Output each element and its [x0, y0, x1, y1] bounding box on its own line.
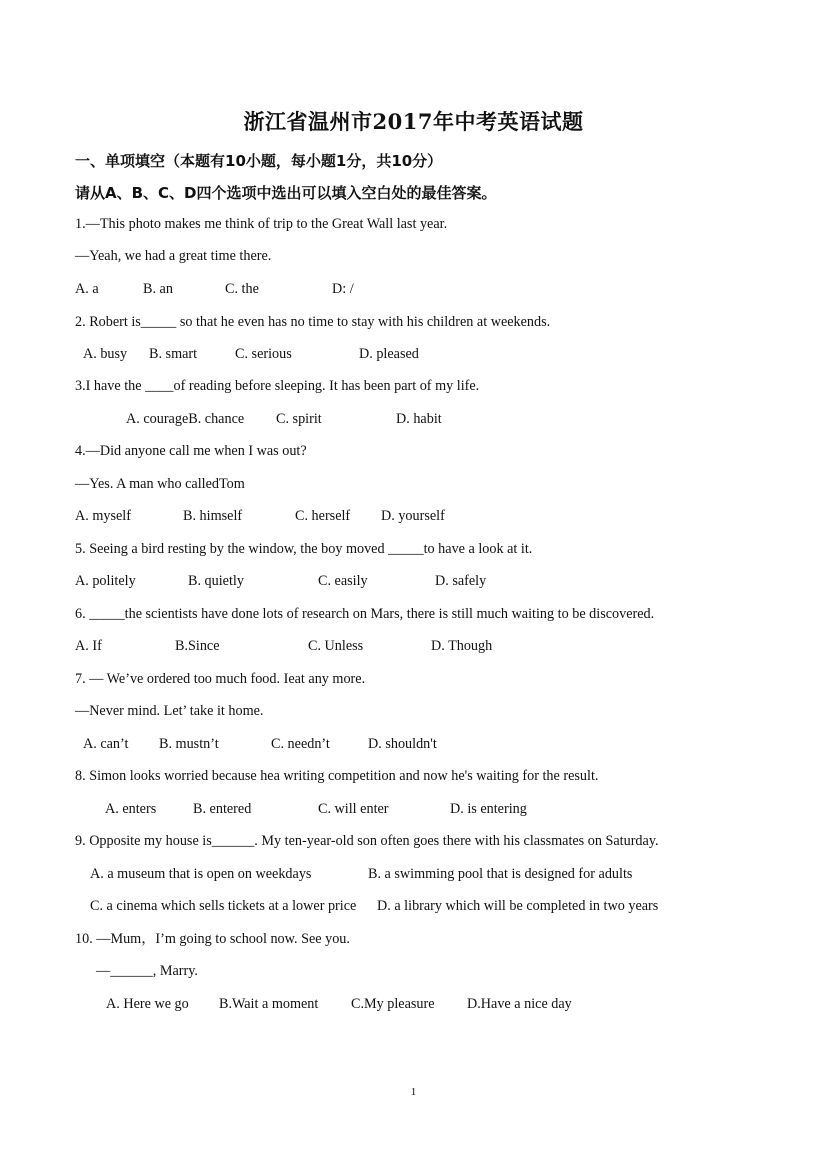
option-c: C. a cinema which sells tickets at a lower price [90, 898, 357, 914]
question-7-stem-1: 7. — We’ve ordered too much food. Ieat any more. [75, 671, 366, 687]
option-c: C. easily [318, 573, 368, 589]
option-d: D. habit [396, 411, 442, 427]
option-c: C.My pleasure [351, 996, 435, 1012]
option-d: D: / [332, 281, 354, 297]
option-d: D. safely [435, 573, 487, 589]
option-b: B. an [143, 281, 173, 297]
question-4-stem-1: 4.—Did anyone call me when I was out? [75, 443, 307, 459]
option-c: C. Unless [308, 638, 364, 654]
question-10-stem-1: 10. —Mum，I’m going to school now. See you. [75, 931, 350, 947]
option-c: C. the [225, 281, 259, 297]
option-d: D.Have a nice day [467, 996, 572, 1012]
question-9-stem: 9. Opposite my house is______. My ten-year-old son often goes there with his classmates on Saturday. [75, 833, 659, 849]
option-b: B. quietly [188, 573, 244, 589]
option-a: A. a [75, 281, 99, 297]
option-b: B. mustn’t [159, 736, 219, 752]
question-1-stem-2: —Yeah, we had a great time there. [75, 248, 272, 264]
option-b: B. smart [149, 346, 198, 362]
option-d: D. yourself [381, 508, 445, 524]
question-1-stem-1: 1.—This photo makes me think of trip to the Great Wall last year. [75, 216, 448, 232]
option-c: C. serious [235, 346, 292, 362]
page-number: 1 [410, 1086, 417, 1098]
option-b: B.Since [175, 638, 220, 654]
option-a: A. busy [83, 346, 128, 362]
question-8-stem: 8. Simon looks worried because hea writing competition and now he's waiting for the result. [75, 768, 599, 784]
section-heading: 一、单项填空（本题有10小题，每小题1分，共10分） [75, 152, 443, 170]
option-a: A. politely [75, 573, 136, 589]
option-a: A. can’t [83, 736, 129, 752]
option-d: D. a library which will be completed in two years [377, 898, 659, 914]
option-a: A. enters [105, 801, 157, 817]
option-a: A. If [75, 638, 102, 654]
option-ab: A. courageB. chance [126, 411, 245, 427]
option-d: D. pleased [359, 346, 419, 362]
option-c: C. will enter [318, 801, 389, 817]
section-instruction: 请从A、B、C、D四个选项中选出可以填入空白处的最佳答案。 [75, 184, 497, 202]
option-a: A. a museum that is open on weekdays [90, 866, 312, 882]
option-c: C. spirit [276, 411, 322, 427]
question-4-stem-2: —Yes. A man who calledTom [75, 476, 245, 492]
option-b: B. himself [183, 508, 243, 524]
option-c: C. needn’t [271, 736, 330, 752]
option-a: A. myself [75, 508, 131, 524]
page-title: 浙江省温州市2017年中考英语试题 [243, 109, 584, 134]
option-a: A. Here we go [106, 996, 189, 1012]
option-d: D. Though [431, 638, 493, 654]
option-d: D. is entering [450, 801, 527, 817]
question-10-stem-2: —______, Marry. [96, 963, 198, 979]
question-6-stem: 6. _____the scientists have done lots of research on Mars, there is still much waiting to be discovered. [75, 606, 655, 622]
question-7-stem-2: —Never mind. Let’ take it home. [75, 703, 264, 719]
option-d: D. shouldn't [368, 736, 437, 752]
option-b: B.Wait a moment [219, 996, 319, 1012]
question-3-stem: 3.I have the ____of reading before sleeping. It has been part of my life. [75, 378, 480, 394]
option-b: B. a swimming pool that is designed for adults [368, 866, 633, 882]
question-5-stem: 5. Seeing a bird resting by the window, the boy moved _____to have a look at it. [75, 541, 533, 557]
option-c: C. herself [295, 508, 351, 524]
question-2-stem: 2. Robert is_____ so that he even has no time to stay with his children at weekends. [75, 314, 551, 330]
option-b: B. entered [193, 801, 252, 817]
